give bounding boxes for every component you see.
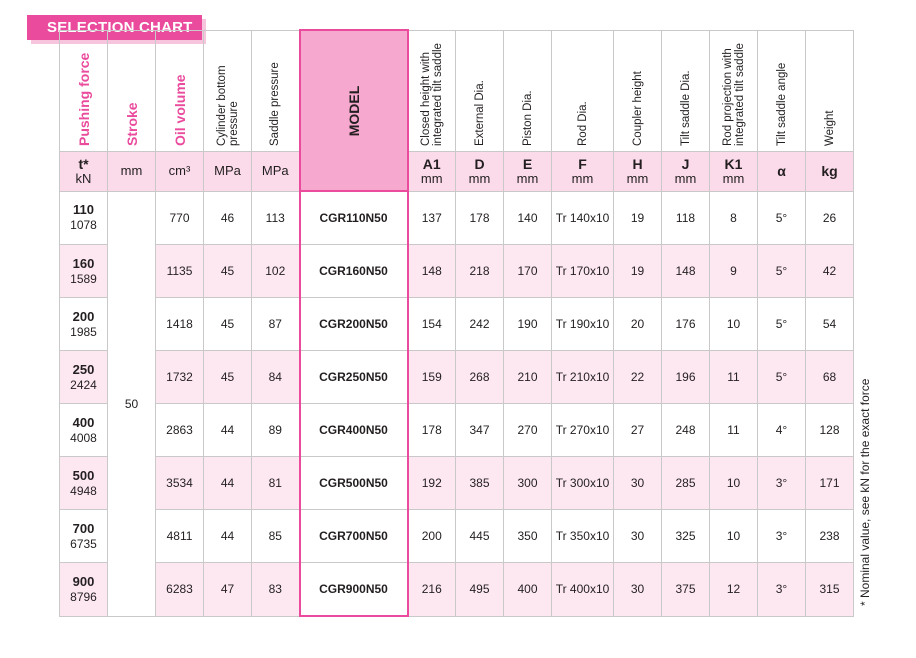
force-tonnes: 500 xyxy=(72,467,95,483)
force-tonnes: 400 xyxy=(72,414,95,430)
cell-model: CGR500N50 xyxy=(300,457,408,510)
header-weight: Weight xyxy=(806,30,854,151)
cell-d: 495 xyxy=(456,563,504,617)
cell-d: 347 xyxy=(456,404,504,457)
cell-alpha: 5° xyxy=(758,298,806,351)
force-kn: 4948 xyxy=(70,483,97,498)
cell-force xyxy=(60,191,108,245)
cell-kg: 26 xyxy=(806,191,854,245)
cell-d: 178 xyxy=(456,191,504,245)
cell-f: Tr 190x10 xyxy=(552,298,614,351)
cell-kg: 42 xyxy=(806,245,854,298)
unit-force: t* kN xyxy=(60,151,108,191)
unit-stroke: mm xyxy=(108,151,156,191)
table-row xyxy=(60,191,854,245)
cell-force xyxy=(60,298,108,351)
header-oil-volume: Oil volume xyxy=(156,30,204,151)
table-row xyxy=(60,510,854,563)
cell-j: 285 xyxy=(662,457,710,510)
cell-f: Tr 140x10 xyxy=(552,191,614,245)
unit-saddle: MPa xyxy=(252,151,300,191)
cell-d: 242 xyxy=(456,298,504,351)
cell-cyl: 47 xyxy=(204,563,252,617)
cell-oil: 1135 xyxy=(156,245,204,298)
cell-cyl: 45 xyxy=(204,245,252,298)
cell-a1: 178 xyxy=(408,404,456,457)
unit-kg: kg xyxy=(806,151,854,191)
header-saddle-pressure: Saddle pressure xyxy=(252,30,300,151)
footnote: * Nominal value, see kN for the exact force xyxy=(858,378,872,606)
cell-force xyxy=(60,404,108,457)
cell-d: 218 xyxy=(456,245,504,298)
cell-e: 400 xyxy=(504,563,552,617)
selection-chart-badge: SELECTION CHART xyxy=(27,15,202,40)
cell-k1: 10 xyxy=(710,510,758,563)
cell-a1: 148 xyxy=(408,245,456,298)
cell-d: 268 xyxy=(456,351,504,404)
cell-alpha: 5° xyxy=(758,191,806,245)
cell-kg: 68 xyxy=(806,351,854,404)
cell-h: 22 xyxy=(614,351,662,404)
cell-model: CGR700N50 xyxy=(300,510,408,563)
cell-k1: 11 xyxy=(710,351,758,404)
cell-d: 445 xyxy=(456,510,504,563)
cell-f: Tr 270x10 xyxy=(552,404,614,457)
cell-oil: 2863 xyxy=(156,404,204,457)
cell-saddle: 102 xyxy=(252,245,300,298)
cell-a1: 154 xyxy=(408,298,456,351)
header-rod-dia: Rod Dia. xyxy=(552,30,614,151)
header-piston-dia: Piston Dia. xyxy=(504,30,552,151)
cell-f: Tr 170x10 xyxy=(552,245,614,298)
cell-cyl: 44 xyxy=(204,404,252,457)
cell-a1: 192 xyxy=(408,457,456,510)
cell-e: 190 xyxy=(504,298,552,351)
cell-k1: 8 xyxy=(710,191,758,245)
force-tonnes: 110 xyxy=(73,202,94,218)
cell-kg: 171 xyxy=(806,457,854,510)
cell-model: CGR400N50 xyxy=(300,404,408,457)
header-external-dia: External Dia. xyxy=(456,30,504,151)
cell-saddle: 89 xyxy=(252,404,300,457)
cell-alpha: 4° xyxy=(758,404,806,457)
cell-k1: 10 xyxy=(710,457,758,510)
cell-e: 350 xyxy=(504,510,552,563)
header-pushing-force: Pushing force xyxy=(60,30,108,151)
cell-model: CGR110N50 xyxy=(300,191,408,245)
cell-alpha: 3° xyxy=(758,457,806,510)
cell-oil: 1418 xyxy=(156,298,204,351)
cell-e: 270 xyxy=(504,404,552,457)
force-kn: 2424 xyxy=(70,377,97,392)
cell-oil: 3534 xyxy=(156,457,204,510)
header-coupler-height: Coupler height xyxy=(614,30,662,151)
cell-k1: 9 xyxy=(710,245,758,298)
cell-force xyxy=(60,245,108,298)
cell-e: 210 xyxy=(504,351,552,404)
cell-a1: 137 xyxy=(408,191,456,245)
cell-e: 140 xyxy=(504,191,552,245)
cell-cyl: 45 xyxy=(204,351,252,404)
cell-f: Tr 210x10 xyxy=(552,351,614,404)
cell-j: 196 xyxy=(662,351,710,404)
cell-h: 19 xyxy=(614,245,662,298)
cell-f: Tr 300x10 xyxy=(552,457,614,510)
cell-force xyxy=(60,351,108,404)
header-tilt-saddle-dia: Tilt saddle Dia. xyxy=(662,30,710,151)
cell-saddle: 85 xyxy=(252,510,300,563)
header-rod-projection: Rod projection with integrated tilt saddle xyxy=(710,30,758,151)
cell-model: CGR250N50 xyxy=(300,351,408,404)
header-cylinder-bottom-pressure: Cylinder bottom pressure xyxy=(204,30,252,151)
header-closed-height: Closed height with integrated tilt saddle xyxy=(408,30,456,151)
cell-j: 118 xyxy=(662,191,710,245)
table-row xyxy=(60,298,854,351)
units-row xyxy=(60,151,854,191)
cell-model: CGR200N50 xyxy=(300,298,408,351)
cell-saddle: 113 xyxy=(252,191,300,245)
unit-j: J mm xyxy=(662,151,710,191)
cell-cyl: 45 xyxy=(204,298,252,351)
cell-stroke: 50 xyxy=(108,191,156,616)
force-kn: 4008 xyxy=(70,430,97,445)
cell-oil: 1732 xyxy=(156,351,204,404)
cell-kg: 315 xyxy=(806,563,854,617)
unit-a1: A1 mm xyxy=(408,151,456,191)
cell-h: 27 xyxy=(614,404,662,457)
header-stroke: Stroke xyxy=(108,30,156,151)
force-kn: 1985 xyxy=(70,324,97,339)
cell-h: 30 xyxy=(614,563,662,617)
cell-j: 375 xyxy=(662,563,710,617)
cell-h: 30 xyxy=(614,510,662,563)
cell-oil: 4811 xyxy=(156,510,204,563)
header-model: MODEL xyxy=(300,30,408,191)
cell-alpha: 5° xyxy=(758,351,806,404)
cell-h: 30 xyxy=(614,457,662,510)
force-kn: 8796 xyxy=(70,589,97,604)
cell-k1: 12 xyxy=(710,563,758,617)
cell-f: Tr 400x10 xyxy=(552,563,614,617)
cell-h: 19 xyxy=(614,191,662,245)
force-kn: 1078 xyxy=(70,218,97,233)
force-kn: 1589 xyxy=(70,271,97,286)
table-row xyxy=(60,404,854,457)
cell-alpha: 3° xyxy=(758,563,806,617)
cell-cyl: 46 xyxy=(204,191,252,245)
table-row xyxy=(60,563,854,617)
cell-j: 325 xyxy=(662,510,710,563)
cell-force xyxy=(60,563,108,617)
unit-e: E mm xyxy=(504,151,552,191)
force-tonnes: 700 xyxy=(72,520,95,536)
cell-e: 170 xyxy=(504,245,552,298)
force-tonnes: 900 xyxy=(72,573,95,589)
unit-f: F mm xyxy=(552,151,614,191)
cell-j: 248 xyxy=(662,404,710,457)
table-row xyxy=(60,245,854,298)
header-row xyxy=(60,30,854,151)
cell-oil: 6283 xyxy=(156,563,204,617)
cell-k1: 11 xyxy=(710,404,758,457)
selection-table xyxy=(59,29,854,617)
cell-kg: 238 xyxy=(806,510,854,563)
unit-cyl: MPa xyxy=(204,151,252,191)
cell-cyl: 44 xyxy=(204,510,252,563)
cell-kg: 54 xyxy=(806,298,854,351)
cell-force xyxy=(60,510,108,563)
cell-h: 20 xyxy=(614,298,662,351)
header-tilt-saddle-angle: Tilt saddle angle xyxy=(758,30,806,151)
cell-model: CGR160N50 xyxy=(300,245,408,298)
force-tonnes: 160 xyxy=(72,255,95,271)
cell-cyl: 44 xyxy=(204,457,252,510)
cell-f: Tr 350x10 xyxy=(552,510,614,563)
cell-k1: 10 xyxy=(710,298,758,351)
cell-kg: 128 xyxy=(806,404,854,457)
cell-saddle: 84 xyxy=(252,351,300,404)
cell-d: 385 xyxy=(456,457,504,510)
cell-j: 148 xyxy=(662,245,710,298)
table-row xyxy=(60,457,854,510)
cell-saddle: 87 xyxy=(252,298,300,351)
cell-oil: 770 xyxy=(156,191,204,245)
cell-a1: 200 xyxy=(408,510,456,563)
unit-alpha: α xyxy=(758,151,806,191)
cell-alpha: 3° xyxy=(758,510,806,563)
cell-a1: 216 xyxy=(408,563,456,617)
unit-k1: K1 mm xyxy=(710,151,758,191)
force-tonnes: 200 xyxy=(72,308,95,324)
cell-force xyxy=(60,457,108,510)
cell-alpha: 5° xyxy=(758,245,806,298)
cell-a1: 159 xyxy=(408,351,456,404)
cell-model: CGR900N50 xyxy=(300,563,408,617)
cell-saddle: 83 xyxy=(252,563,300,617)
force-kn: 6735 xyxy=(70,536,97,551)
cell-e: 300 xyxy=(504,457,552,510)
unit-oil: cm³ xyxy=(156,151,204,191)
unit-d: D mm xyxy=(456,151,504,191)
table-row xyxy=(60,351,854,404)
cell-saddle: 81 xyxy=(252,457,300,510)
cell-j: 176 xyxy=(662,298,710,351)
unit-h: H mm xyxy=(614,151,662,191)
force-tonnes: 250 xyxy=(72,361,95,377)
